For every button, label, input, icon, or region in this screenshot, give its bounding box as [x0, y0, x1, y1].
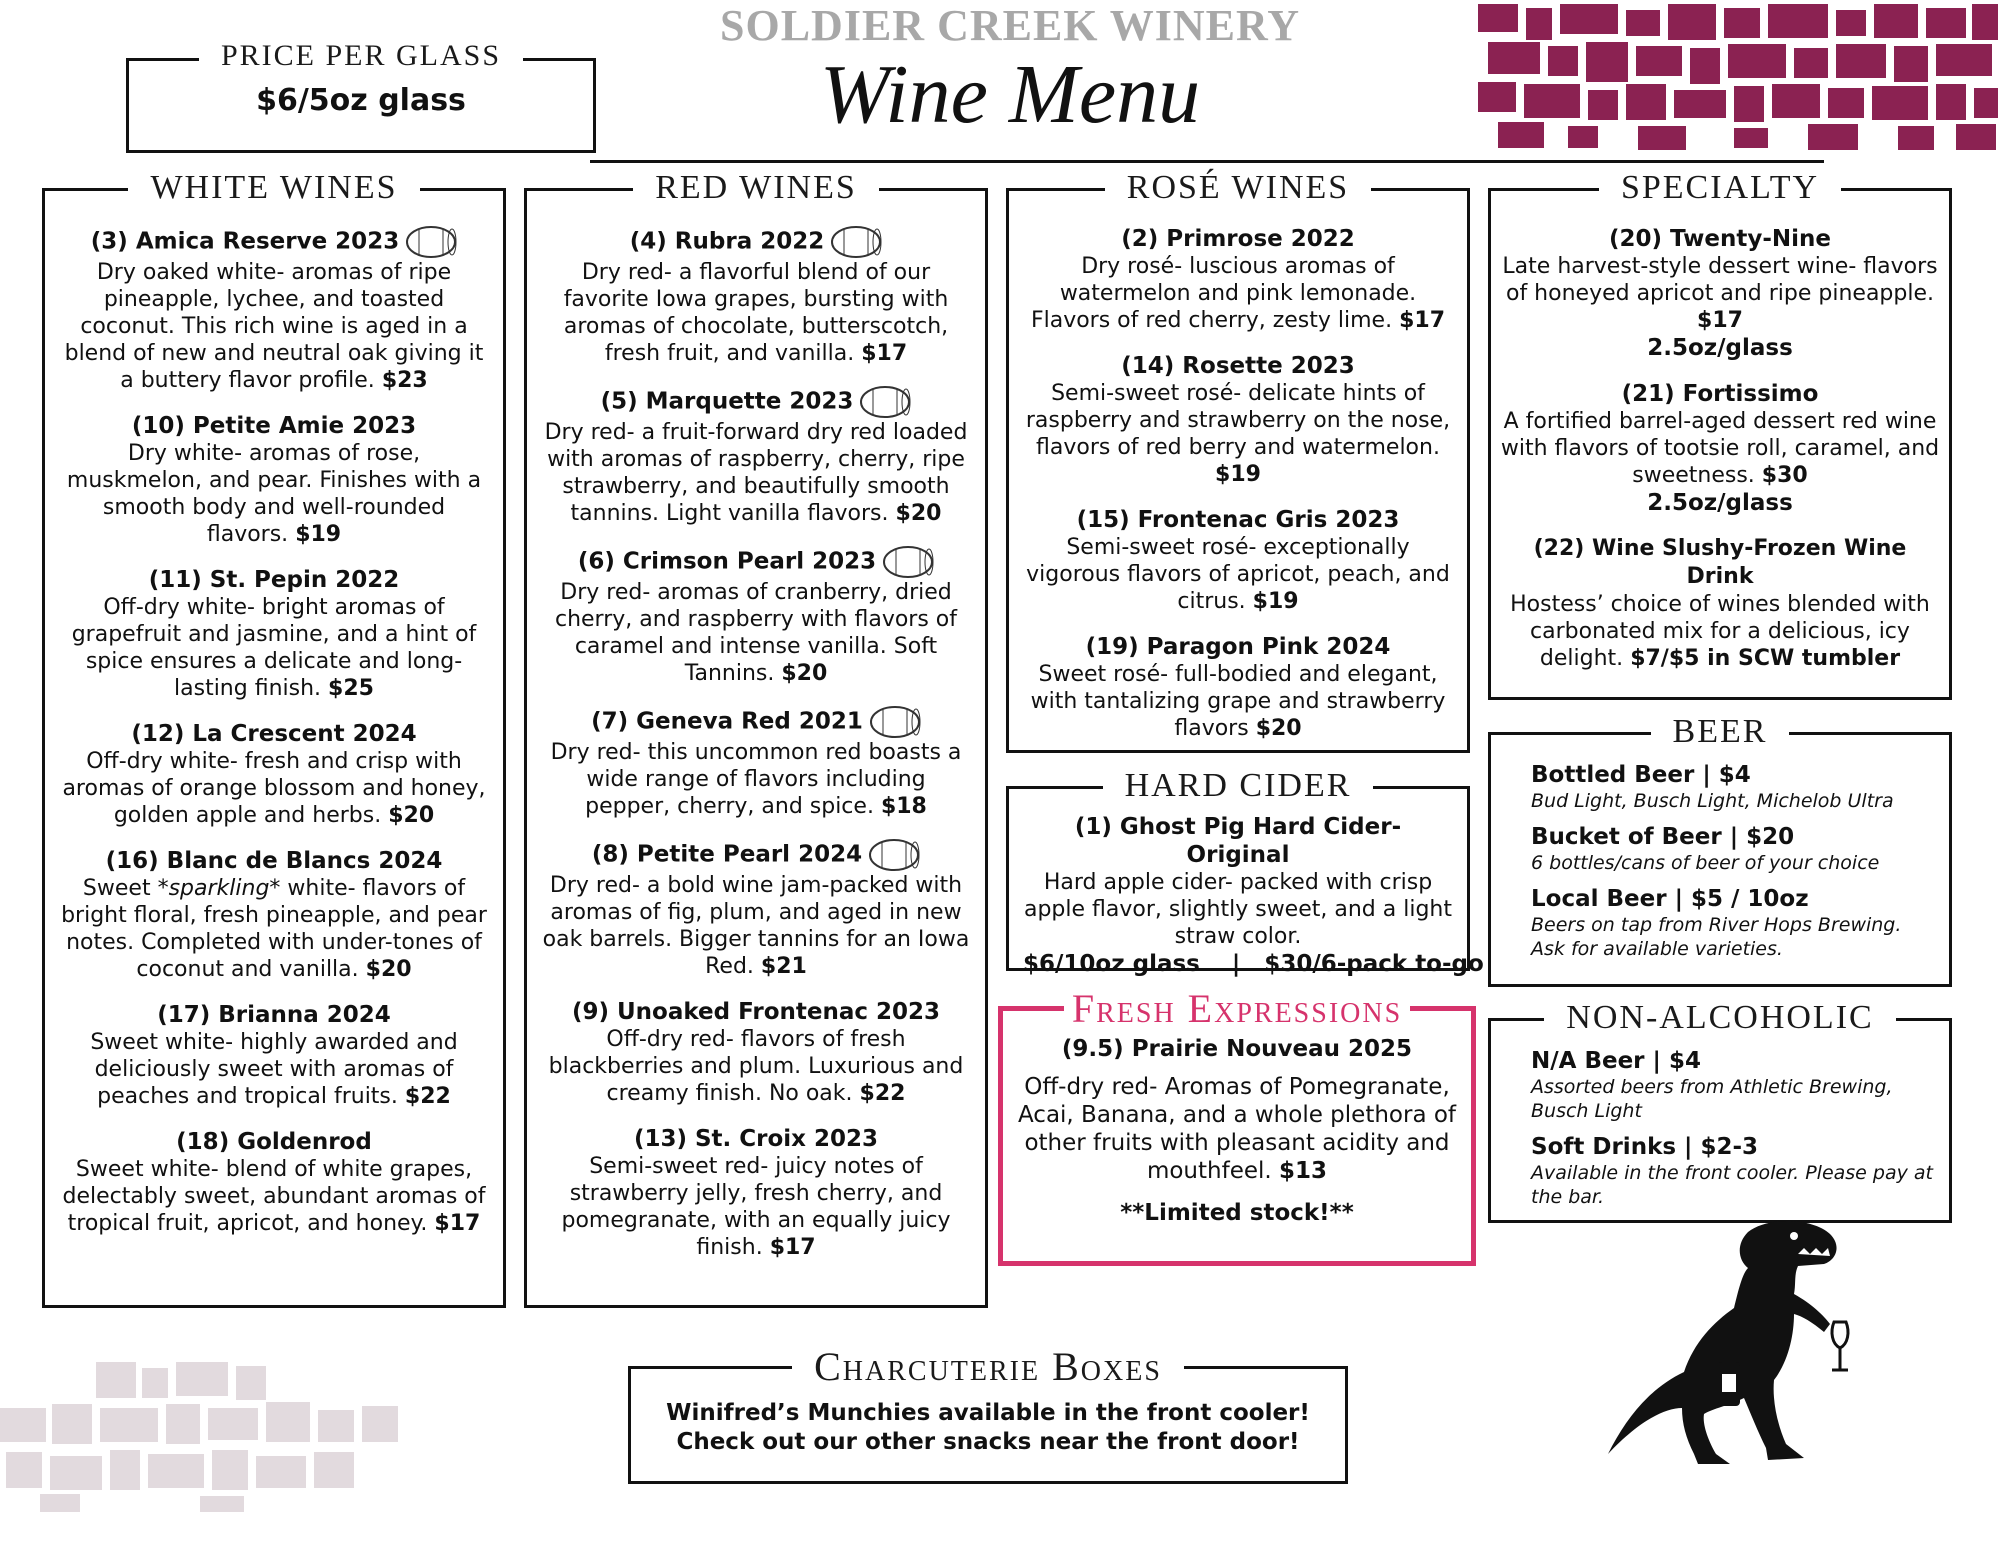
- wine-price: $20: [388, 803, 435, 828]
- wine-description: Semi-sweet rosé- exceptionally vigorous flavors of apricot, peach, and citrus.: [1026, 535, 1450, 614]
- wine-name: (19) Paragon Pink 2024: [1085, 634, 1391, 660]
- wine-name: (11) St. Pepin 2022: [148, 567, 400, 593]
- barrel-icon: [868, 838, 920, 872]
- wine-description: Dry white- aromas of rose, muskmelon, and pear. Finishes with a smooth body and well-rounded flavors.: [66, 441, 482, 547]
- wine-name: (2) Primrose 2022: [1121, 226, 1355, 252]
- wine-price: $25: [328, 676, 374, 701]
- limited-stock-note: **Limited stock!**: [1120, 1200, 1354, 1226]
- wine-name: (5) Marquette 2023: [600, 388, 854, 415]
- wine-price: $20: [365, 957, 412, 982]
- beer-box: [1488, 713, 1952, 987]
- charcuterie-title: Charcuterie Boxes: [792, 1344, 1184, 1389]
- wine-description: Semi-sweet red- juicy notes of strawberry jelly, fresh cherry, and pomegranate, with an equally juicy finish.: [561, 1154, 951, 1260]
- charcuterie-box: [628, 1344, 1348, 1484]
- drink-item: [1531, 1133, 1935, 1209]
- barrel-icon: [882, 545, 934, 579]
- wine-price: $7/$5 in SCW tumbler: [1630, 646, 1901, 671]
- wine-price: $13: [1279, 1158, 1328, 1184]
- cider-description: Hard apple cider- packed with crisp apple flavor, slightly sweet, and a light straw color.: [1023, 870, 1452, 949]
- wine-description: Hostess’ choice of wines blended with carbonated mix for a delicious, icy delight.: [1510, 592, 1930, 671]
- wine-price: $23: [381, 368, 428, 393]
- wine-description: Dry rosé- luscious aromas of watermelon and pink lemonade. Flavors of red cherry, zesty lime.: [1030, 254, 1417, 333]
- menu-title: Wine Menu: [819, 48, 1201, 141]
- wine-name: (20) Twenty-Nine: [1608, 226, 1832, 252]
- wine-name: (12) La Crescent 2024: [131, 721, 417, 747]
- specialty-title: SPECIALTY: [1599, 169, 1841, 206]
- wine-description: * white- flavors of bright floral, fresh pineapple, and pear notes. Completed with under-tones of coconut and vanilla.: [61, 876, 487, 982]
- wine-description: Sweet white- blend of white grapes, delectably sweet, abundant aromas of tropical fruit, apricot, and honey.: [62, 1157, 486, 1236]
- wine-description: Off-dry red- flavors of fresh blackberries and plum. Luxurious and creamy finish. No oak.: [548, 1027, 964, 1106]
- drink-description: Assorted beers from Athletic Brewing, Busch Light: [1531, 1076, 1893, 1122]
- wine-item: [59, 412, 489, 548]
- beer-description: Bud Light, Busch Light, Michelob Ultra: [1531, 790, 1894, 812]
- wine-item: [1497, 225, 1943, 362]
- barrel-icon: [830, 225, 882, 259]
- wine-price: $20: [1255, 716, 1302, 741]
- wine-name: (17) Brianna 2024: [157, 1002, 391, 1028]
- wine-price: $17: [434, 1211, 481, 1236]
- beer-description: 6 bottles/cans of beer of your choice: [1531, 852, 1880, 874]
- wine-description: Sweet *: [82, 876, 169, 901]
- wine-item: [541, 998, 971, 1107]
- wine-price: $22: [404, 1084, 451, 1109]
- wine-name: (8) Petite Pearl 2024: [591, 841, 863, 868]
- wine-price: $18: [880, 794, 927, 819]
- wine-name: (4) Rubra 2022: [629, 228, 825, 255]
- wine-name: (6) Crimson Pearl 2023: [577, 548, 877, 575]
- wine-item: [59, 1001, 489, 1110]
- wine-item: [541, 838, 971, 980]
- wine-description: Sweet white- highly awarded and deliciously sweet with aromas of peaches and tropical fruits.: [90, 1030, 458, 1109]
- wine-name: (13) St. Croix 2023: [633, 1126, 879, 1152]
- red-wines-title: RED WINES: [633, 169, 879, 206]
- wine-item: [1497, 535, 1943, 672]
- price-box-title: PRICE PER GLASS: [199, 39, 523, 72]
- wine-price: $20: [895, 501, 942, 526]
- wine-item: [59, 225, 489, 394]
- wine-price: $30: [1761, 463, 1808, 488]
- wine-name: (18) Goldenrod: [176, 1129, 372, 1155]
- wine-item: [1023, 633, 1453, 742]
- header-rule: [590, 160, 1824, 163]
- wine-item: [59, 566, 489, 702]
- white-wines-box: [42, 169, 506, 1308]
- wine-item: [1497, 380, 1943, 517]
- charcuterie-line: Winifred’s Munchies available in the front cooler!: [666, 1400, 1310, 1426]
- wine-item: [1023, 506, 1453, 615]
- wine-name: (10) Petite Amie 2023: [131, 413, 417, 439]
- wine-name: (3) Amica Reserve 2023: [90, 228, 400, 255]
- wine-item: [541, 545, 971, 687]
- wine-name: (15) Frontenac Gris 2023: [1076, 507, 1400, 533]
- wine-price: $17: [861, 341, 908, 366]
- red-wines-box: [524, 169, 988, 1308]
- pour-size: 2.5oz/glass: [1647, 335, 1793, 361]
- wine-description: Off-dry white- fresh and crisp with aromas of orange blossom and honey, golden apple and herbs.: [62, 749, 486, 828]
- wine-item: [59, 847, 489, 983]
- mosaic-decoration: [1478, 4, 1998, 154]
- specialty-box: [1488, 169, 1952, 700]
- white-wines-title: WHITE WINES: [128, 169, 419, 206]
- beer-name: Bottled Beer | $4: [1531, 762, 1751, 788]
- wine-description: Dry red- a fruit-forward dry red loaded with aromas of raspberry, cherry, ripe strawberry, and beautifully smooth tannins. Light vanilla flavors.: [544, 420, 968, 526]
- drink-description: Available in the front cooler. Please pay at the bar.: [1531, 1162, 1933, 1208]
- price-box-value: $6/5oz glass: [256, 83, 466, 118]
- wine-name: (14) Rosette 2023: [1121, 353, 1355, 379]
- wine-name: (22) Wine Slushy-Frozen Wine Drink: [1533, 536, 1907, 589]
- wine-description: Late harvest-style dessert wine- flavors of honeyed apricot and ripe pineapple.: [1502, 254, 1938, 306]
- cider-price: $6/10oz glass | $30/6-pack to-go: [1023, 951, 1484, 977]
- wine-description: Dry oaked white- aromas of ripe pineapple, lychee, and toasted coconut. This rich wine is aged in a blend of new and neutral oak giving it a buttery flavor profile.: [64, 260, 484, 393]
- wine-price: $19: [1215, 462, 1261, 487]
- fresh-expressions-title: Fresh Expressions: [1064, 986, 1410, 1031]
- drink-name: N/A Beer | $4: [1531, 1048, 1701, 1074]
- wine-description: Sweet rosé- full-bodied and elegant, with tantalizing grape and strawberry flavors: [1030, 662, 1446, 741]
- wine-price: $19: [295, 522, 342, 547]
- wine-item: [541, 1125, 971, 1261]
- beer-name: Local Beer | $5 / 10oz: [1531, 886, 1809, 912]
- wine-name: (7) Geneva Red 2021: [591, 708, 863, 735]
- beer-title: BEER: [1651, 713, 1790, 750]
- charcuterie-line: Check out our other snacks near the front door!: [676, 1429, 1300, 1455]
- wine-description: Dry red- aromas of cranberry, dried cherry, and raspberry with flavors of caramel and intense vanilla. Soft Tannins.: [554, 580, 958, 686]
- winery-name: SOLDIER CREEK WINERY: [720, 1, 1300, 50]
- beer-description: Beers on tap from River Hops Brewing. Ask for available varieties.: [1531, 914, 1902, 960]
- wine-description: Dry red- this uncommon red boasts a wide range of flavors including pepper, cherry, and spice.: [550, 740, 962, 819]
- wine-price: $17: [1697, 308, 1743, 333]
- wine-name: (9) Unoaked Frontenac 2023: [571, 999, 941, 1025]
- pour-size: 2.5oz/glass: [1647, 490, 1793, 516]
- wine-description: A fortified barrel-aged dessert red wine with flavors of tootsie roll, caramel, and sweetness.: [1500, 409, 1940, 488]
- wine-item: [1023, 352, 1453, 488]
- wine-price: $17: [769, 1235, 816, 1260]
- non-alcoholic-box: [1488, 999, 1952, 1223]
- dinosaur-with-wine-icon: [1598, 1212, 1858, 1474]
- barrel-icon: [869, 705, 921, 739]
- drink-name: Soft Drinks | $2-3: [1531, 1134, 1759, 1160]
- wine-name: (9.5) Prairie Nouveau 2025: [1061, 1036, 1413, 1062]
- price-per-glass-box: [126, 39, 596, 153]
- wine-description: Dry red- a bold wine jam-packed with aromas of fig, plum, and aged in new oak barrels. Bigger tannins for an Iowa Red.: [542, 873, 970, 979]
- wine-name: (21) Fortissimo: [1621, 381, 1819, 407]
- cider-name: (1) Ghost Pig Hard Cider- Original: [1074, 814, 1402, 868]
- wine-item: [541, 705, 971, 820]
- wine-description: Dry red- a flavorful blend of our favorite Iowa grapes, bursting with aromas of chocolate, butterscotch, fresh fruit, and vanilla.: [563, 260, 949, 366]
- wine-price: $19: [1252, 589, 1299, 614]
- beer-item: [1531, 823, 1935, 875]
- non-alcoholic-title: NON-ALCOHOLIC: [1544, 999, 1895, 1036]
- wine-description: Off-dry red- Aromas of Pomegranate, Acai, Banana, and a whole plethora of other fruits with pleasant acidity and mouthfeel.: [1017, 1074, 1457, 1184]
- wine-price: $20: [781, 661, 828, 686]
- wine-price: $17: [1399, 308, 1446, 333]
- wine-description: Off-dry white- bright aromas of grapefruit and jasmine, and a hint of spice ensures a delicate and long-lasting finish.: [71, 595, 477, 701]
- wine-item: [541, 385, 971, 527]
- wine-price: $21: [760, 954, 807, 979]
- drink-item: [1531, 1047, 1935, 1123]
- beer-name: Bucket of Beer | $20: [1531, 824, 1795, 850]
- wine-item: [1023, 225, 1453, 334]
- beer-item: [1531, 761, 1935, 813]
- wine-item: [541, 225, 971, 367]
- wine-description-emphasis: sparkling: [168, 876, 270, 901]
- hard-cider-box: [1006, 767, 1484, 977]
- fresh-expressions-box: [998, 986, 1476, 1266]
- wine-item: [59, 1128, 489, 1237]
- beer-item: [1531, 885, 1935, 961]
- mosaic-decoration: [0, 1362, 400, 1512]
- rose-wines-title: ROSÉ WINES: [1105, 169, 1371, 206]
- wine-description: Semi-sweet rosé- delicate hints of raspberry and strawberry on the nose, flavors of red berry and watermelon.: [1025, 381, 1451, 460]
- wine-name: (16) Blanc de Blancs 2024: [105, 848, 443, 874]
- rose-wines-box: [1006, 169, 1470, 753]
- wine-price: $22: [859, 1081, 906, 1106]
- barrel-icon: [405, 225, 457, 259]
- hard-cider-title: HARD CIDER: [1103, 767, 1374, 804]
- barrel-icon: [859, 385, 911, 419]
- wine-item: [59, 720, 489, 829]
